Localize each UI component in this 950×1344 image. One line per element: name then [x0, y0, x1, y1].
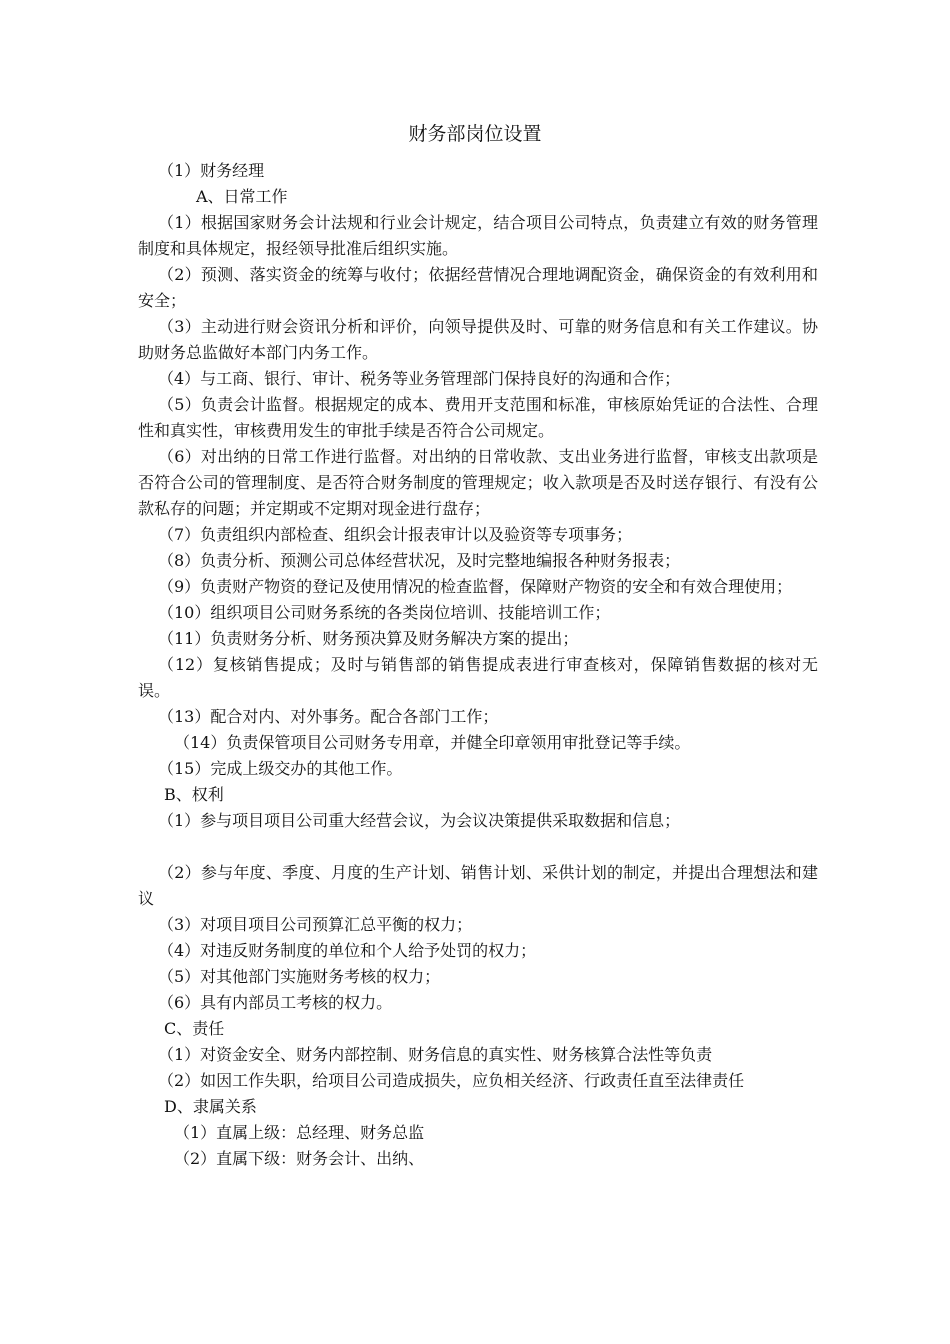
- document-body: [138, 158, 818, 1172]
- document-paragraph: （2）如因工作失职，给项目公司造成损失，应负相关经济、行政责任直至法律责任: [158, 1071, 745, 1090]
- document-paragraph: （5）对其他部门实施财务考核的权力；: [158, 967, 441, 986]
- document-paragraph: （1）财务经理: [158, 161, 265, 180]
- document-paragraph: （8）负责分析、预测公司总体经营状况，及时完整地编报各种财务报表；: [158, 551, 681, 570]
- document-paragraph: A、日常工作: [196, 187, 288, 206]
- document-paragraph: （13）配合对内、对外事务。配合各部门工作；: [158, 707, 499, 726]
- document-paragraph: （15）完成上级交办的其他工作。: [158, 759, 403, 778]
- document-paragraph: （5）负责会计监督。根据规定的成本、费用开支范围和标准，审核原始凭证的合法性、合理性和真实性，审核费用发生的审批手续是否符合公司规定。: [138, 395, 818, 440]
- document-paragraph: （7）负责组织内部检查、组织会计报表审计以及验资等专项事务；: [158, 525, 633, 544]
- document-paragraph: （3）对项目项目公司预算汇总平衡的权力；: [158, 915, 473, 934]
- document-paragraph: B、权利: [164, 785, 224, 804]
- document-paragraph: （1）直属上级：总经理、财务总监: [174, 1123, 425, 1142]
- document-paragraph: （6）具有内部员工考核的权力。: [158, 993, 393, 1012]
- document-paragraph: （9）负责财产物资的登记及使用情况的检查监督，保障财产物资的安全和有效合理使用；: [158, 577, 793, 596]
- document-paragraph: （2）预测、落实资金的统筹与收付；依据经营情况合理地调配资金，确保资金的有效利用和安全；: [138, 265, 818, 310]
- document-paragraph: C、责任: [164, 1019, 225, 1038]
- document-paragraph: （2）直属下级：财务会计、出纳、: [174, 1149, 425, 1168]
- document-paragraph: （2）参与年度、季度、月度的生产计划、销售计划、采供计划的制定，并提出合理想法和建议: [138, 863, 818, 908]
- document-paragraph: D、隶属关系: [164, 1097, 257, 1116]
- document-paragraph: （3）主动进行财会资讯分析和评价，向领导提供及时、可靠的财务信息和有关工作建议。协助财务总监做好本部门内务工作。: [138, 317, 818, 362]
- document-paragraph: （4）对违反财务制度的单位和个人给予处罚的权力；: [158, 941, 537, 960]
- document-paragraph: （10）组织项目公司财务系统的各类岗位培训、技能培训工作；: [158, 603, 611, 622]
- document-paragraph: （1）对资金安全、财务内部控制、财务信息的真实性、财务核算合法性等负责: [158, 1045, 713, 1064]
- document-paragraph: （1）参与项目项目公司重大经营会议，为会议决策提供采取数据和信息；: [158, 811, 681, 830]
- document-paragraph: （12）复核销售提成；及时与销售部的销售提成表进行审查核对，保障销售数据的核对无误。: [138, 655, 818, 700]
- document-paragraph: （1）根据国家财务会计法规和行业会计规定，结合项目公司特点，负责建立有效的财务管理制度和具体规定，报经领导批准后组织实施。: [138, 213, 818, 258]
- document-paragraph: （6）对出纳的日常工作进行监督。对出纳的日常收款、支出业务进行监督，审核支出款项是否符合公司的管理制度、是否符合财务制度的管理规定；收入款项是否及时送存银行、有没有公款私存的问题；并定期或不定期对现金进行盘存；: [138, 447, 818, 518]
- document-paragraph: （4）与工商、银行、审计、税务等业务管理部门保持良好的沟通和合作；: [158, 369, 681, 388]
- document-paragraph: （11）负责财务分析、财务预决算及财务解决方案的提出；: [158, 629, 579, 648]
- document-paragraph: （14）负责保管项目公司财务专用章，并健全印章领用审批登记等手续。: [174, 733, 691, 752]
- document-title: 财务部岗位设置: [408, 123, 542, 145]
